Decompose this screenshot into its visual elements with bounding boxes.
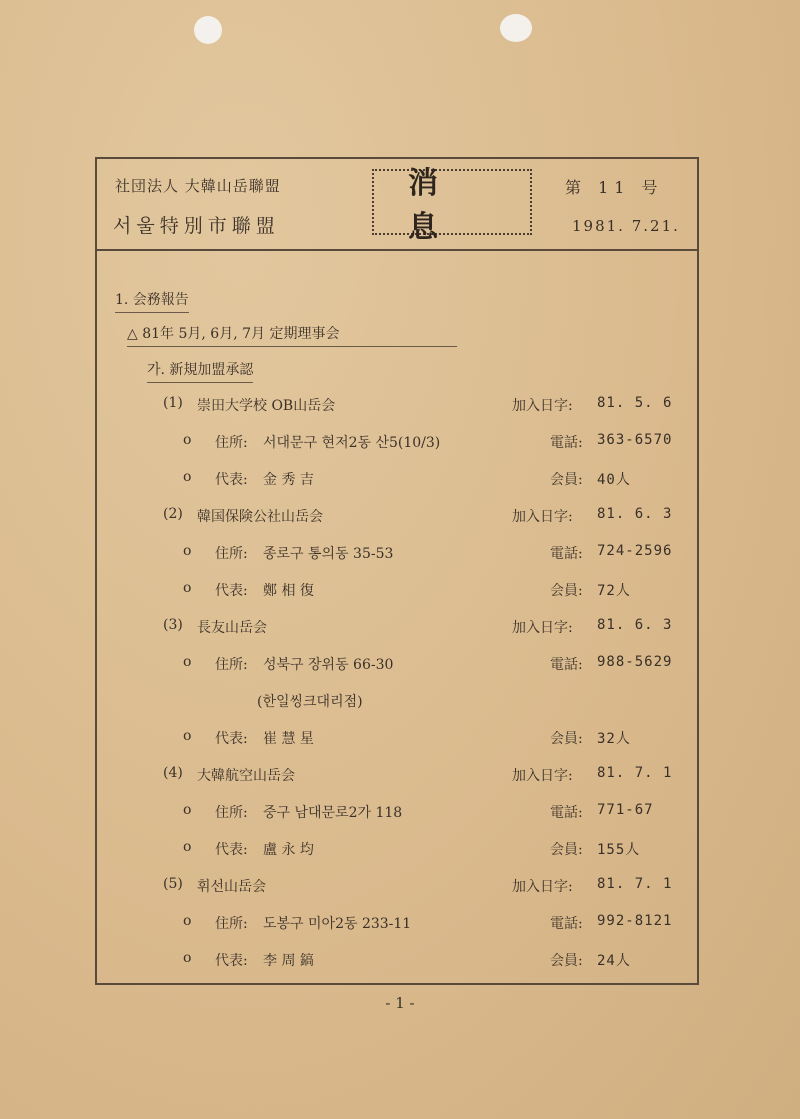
phone: 363-6570: [597, 432, 673, 448]
bullet: o: [183, 432, 192, 448]
bullet: o: [183, 728, 192, 744]
join-date-label: 加入日字:: [512, 879, 573, 895]
club-number: (4): [163, 765, 183, 781]
club-name: 崇田大学校 OB山岳会: [197, 398, 336, 414]
bullet: o: [183, 913, 192, 929]
org-name-line2: 서울特別市聯盟: [113, 215, 280, 237]
phone: 988-5629: [597, 654, 673, 670]
phone-label: 電話:: [550, 657, 583, 673]
member-count: 24人: [597, 953, 631, 969]
members-label: 会員:: [550, 953, 583, 969]
org-name-line1: 社団法人 大韓山岳聯盟: [115, 177, 281, 195]
representative: 崔 慧 星: [263, 731, 314, 747]
members-label: 会員:: [550, 583, 583, 599]
punch-hole: [194, 16, 222, 44]
bullet: o: [183, 469, 192, 485]
club-name: 韓国保険公社山岳会: [197, 509, 323, 525]
phone: 992-8121: [597, 913, 673, 929]
phone-label: 電話:: [550, 546, 583, 562]
subsection-heading: 가. 新規加盟承認: [147, 359, 253, 383]
join-date: 81. 6. 3: [597, 617, 673, 633]
meeting-heading: △ 81年 5月, 6月, 7月 定期理事会: [127, 323, 457, 347]
title-box: [372, 166, 532, 245]
members-label: 会員:: [550, 472, 583, 488]
address: 도봉구 미아2동 233-11: [263, 916, 412, 932]
document-body: [97, 251, 697, 987]
club-number: (2): [163, 506, 183, 522]
phone-label: 電話:: [550, 435, 583, 451]
bullet: o: [183, 802, 192, 818]
representative: 盧 永 均: [263, 842, 314, 858]
representative-label: 代表:: [215, 842, 248, 858]
address: 중구 남대문로2가 118: [263, 805, 403, 821]
club-name: 長友山岳会: [197, 620, 267, 636]
bullet: o: [183, 543, 192, 559]
representative: 李 周 鎬: [263, 953, 314, 969]
members-label: 会員:: [550, 842, 583, 858]
member-count: 155人: [597, 842, 641, 858]
address-extra: (한일씽크대리점): [257, 694, 363, 710]
representative-label: 代表:: [215, 731, 248, 747]
join-date: 81. 5. 6: [597, 395, 673, 411]
club-number: (1): [163, 395, 183, 411]
address-label: 住所:: [215, 916, 248, 932]
address: 성북구 장위동 66-30: [263, 657, 394, 673]
bullet: o: [183, 654, 192, 670]
join-date: 81. 7. 1: [597, 765, 673, 781]
club-name: 大韓航空山岳会: [197, 768, 295, 784]
phone: 771-67: [597, 802, 654, 818]
phone-label: 電話:: [550, 916, 583, 932]
bullet: o: [183, 950, 192, 966]
member-count: 72人: [597, 583, 631, 599]
join-date: 81. 7. 1: [597, 876, 673, 892]
address: 서대문구 현저2동 산5(10/3): [263, 435, 441, 451]
representative: 金 秀 吉: [263, 472, 314, 488]
club-number: (3): [163, 617, 183, 633]
address-label: 住所:: [215, 805, 248, 821]
document-title: 消息: [408, 166, 472, 245]
issue-number: 第 11 号: [565, 178, 664, 197]
issue-date: 1981. 7.21.: [572, 217, 680, 235]
member-count: 32人: [597, 731, 631, 747]
member-count: 40人: [597, 472, 631, 488]
join-date-label: 加入日字:: [512, 620, 573, 636]
address-label: 住所:: [215, 657, 248, 673]
address: 종로구 통의동 35-53: [263, 546, 394, 562]
header: [97, 159, 697, 251]
representative-label: 代表:: [215, 953, 248, 969]
representative: 鄭 相 復: [263, 583, 314, 599]
members-label: 会員:: [550, 731, 583, 747]
representative-label: 代表:: [215, 583, 248, 599]
club-name: 휘선山岳会: [197, 879, 267, 895]
punch-hole: [500, 14, 532, 42]
club-number: (5): [163, 876, 183, 892]
phone: 724-2596: [597, 543, 673, 559]
address-label: 住所:: [215, 435, 248, 451]
document-frame: [95, 157, 699, 985]
join-date: 81. 6. 3: [597, 506, 673, 522]
join-date-label: 加入日字:: [512, 509, 573, 525]
bullet: o: [183, 580, 192, 596]
join-date-label: 加入日字:: [512, 768, 573, 784]
join-date-label: 加入日字:: [512, 398, 573, 414]
page-number: - 1 -: [385, 994, 415, 1012]
bullet: o: [183, 839, 192, 855]
representative-label: 代表:: [215, 472, 248, 488]
phone-label: 電話:: [550, 805, 583, 821]
section-heading: 1. 会務報告: [115, 289, 189, 313]
address-label: 住所:: [215, 546, 248, 562]
